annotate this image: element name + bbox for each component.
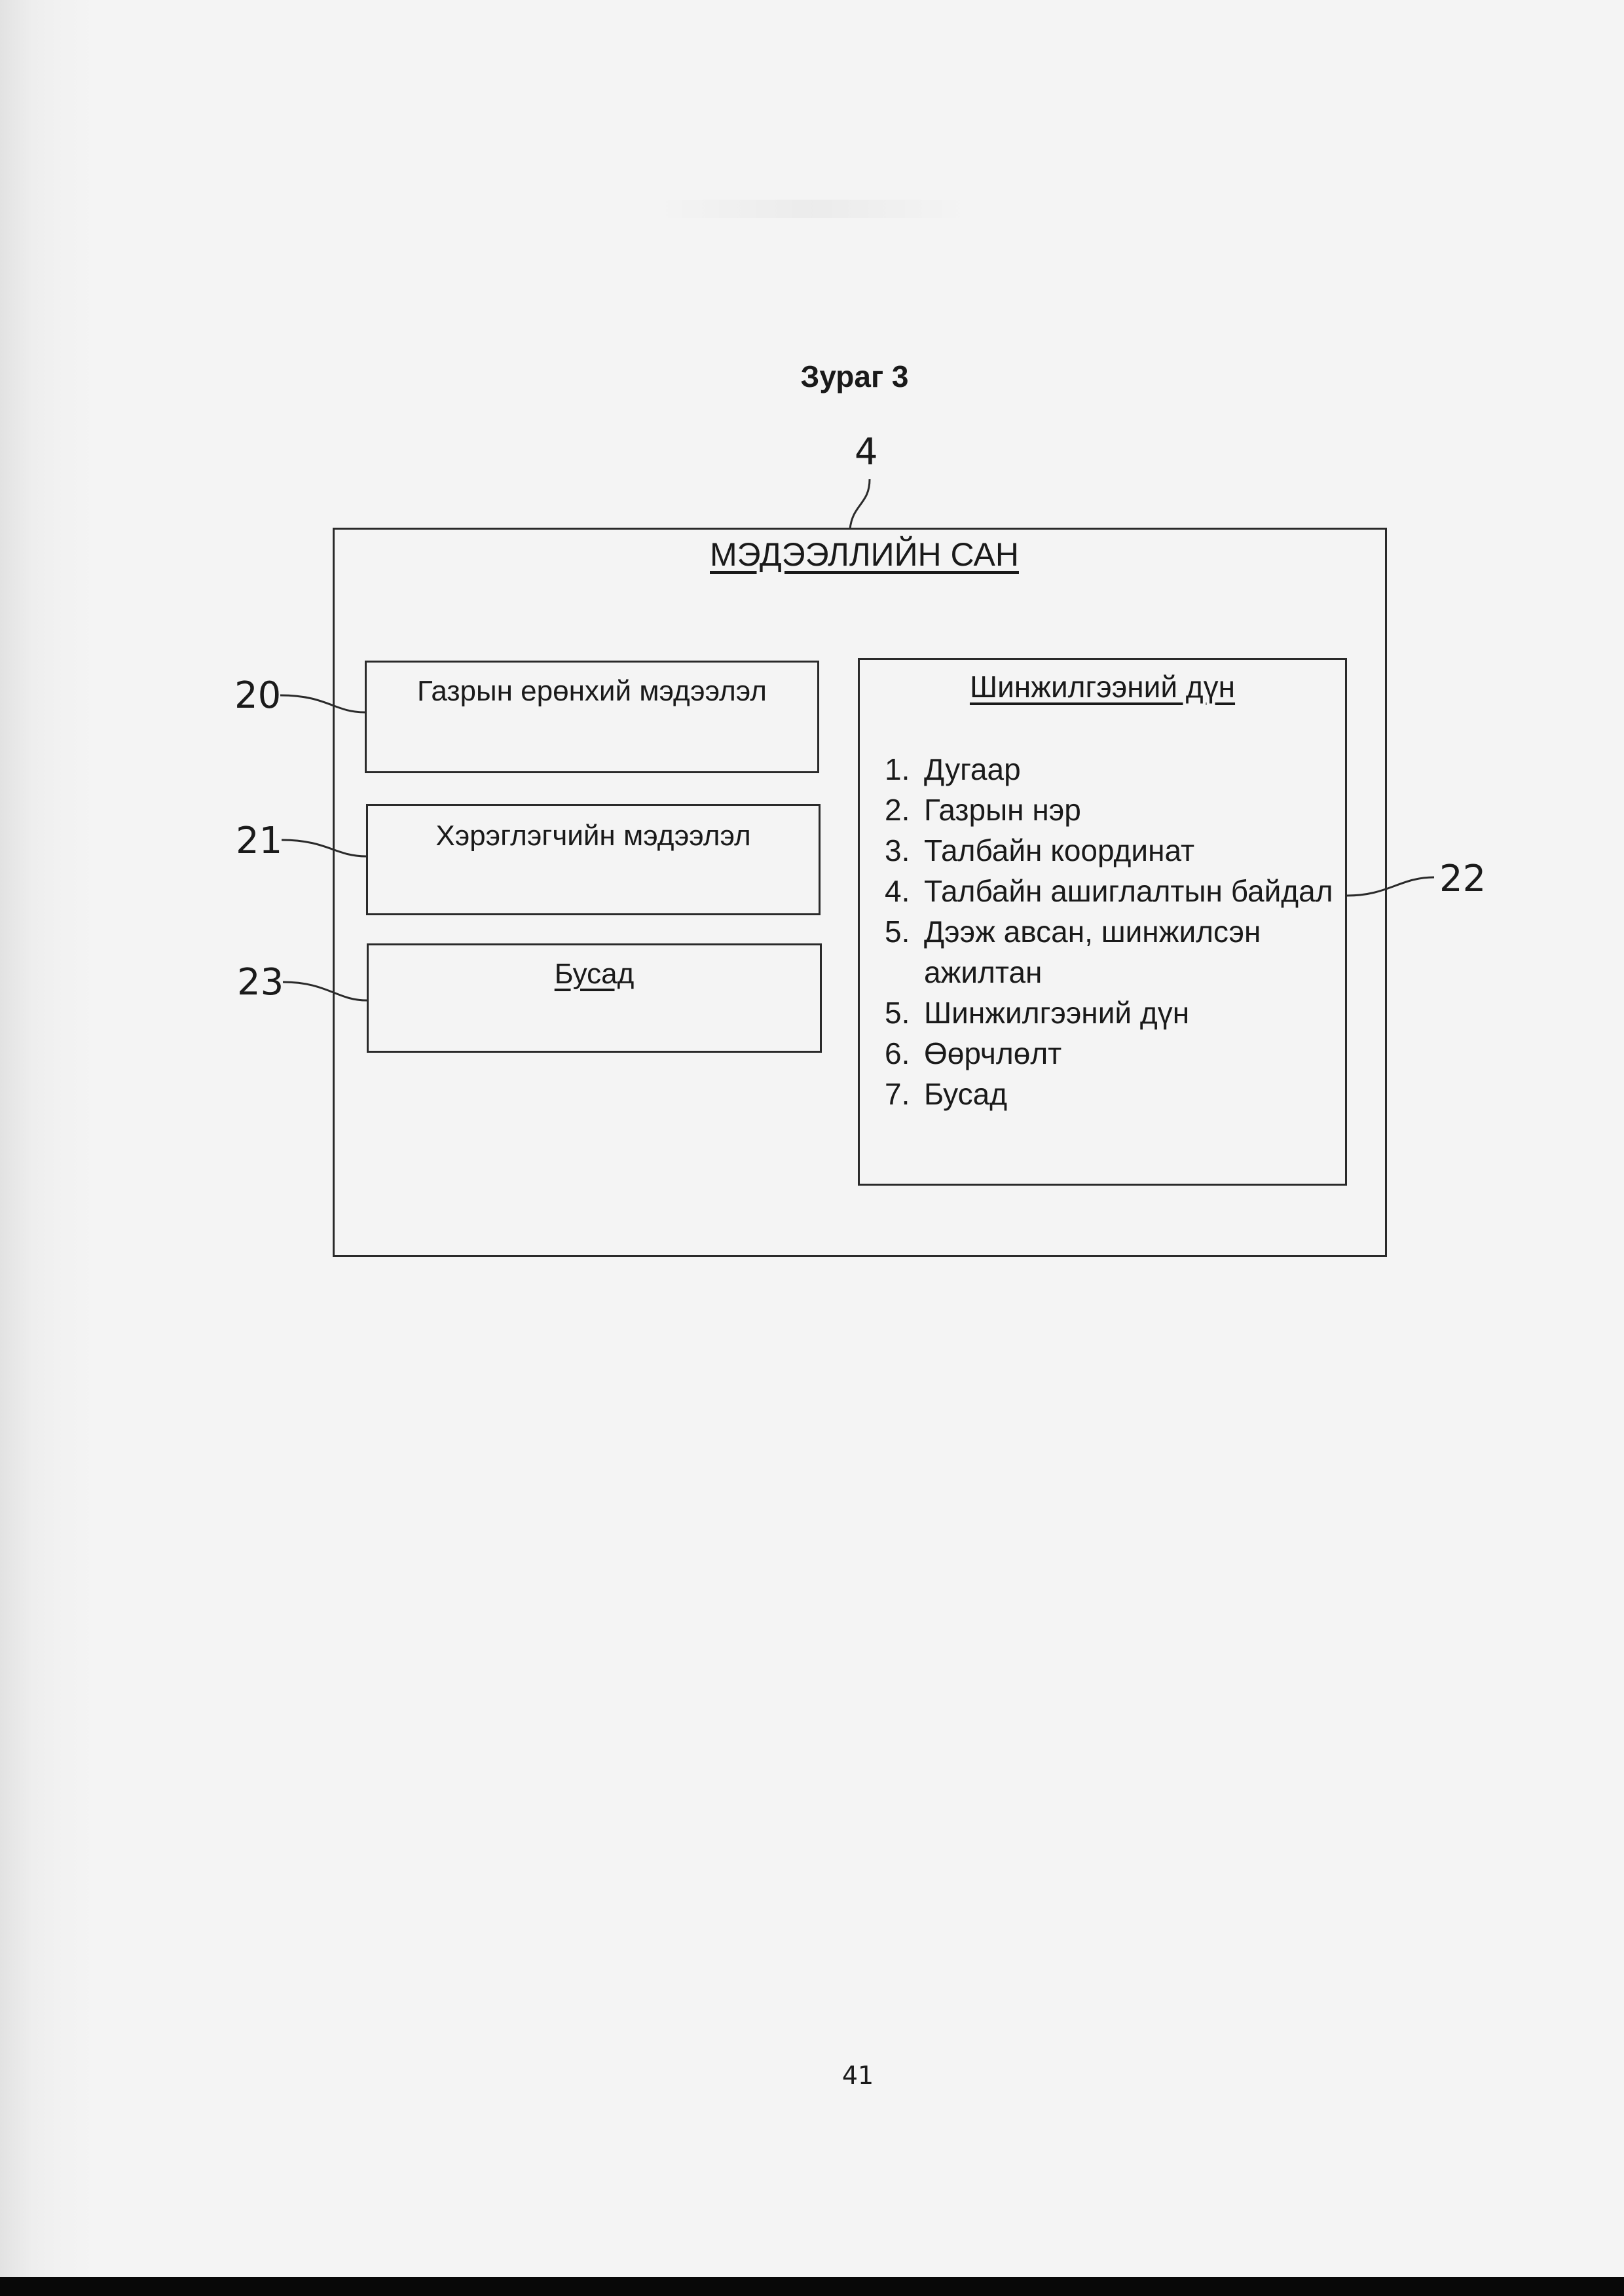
scan-edge-bottom: [0, 2277, 1624, 2296]
list-item-number: 5.: [885, 915, 910, 949]
user-info-text: Хэрэглэгчийн мэдээлэл: [435, 820, 751, 852]
list-item-text: Дээж авсан, шинжилсэн ажилтан: [924, 915, 1261, 989]
list-item-text: Шинжилгээний дүн: [924, 996, 1190, 1030]
list-item-number: 4.: [885, 874, 910, 908]
list-item-number: 3.: [885, 833, 910, 867]
ref-label-20: 20: [234, 674, 282, 717]
ref-label-22: 22: [1439, 858, 1486, 900]
ref-label-4: 4: [855, 431, 878, 473]
figure-title: Зураг 3: [800, 359, 909, 393]
analysis-result-title: Шинжилгээний дүн: [969, 670, 1236, 704]
list-item-number: 1.: [885, 752, 910, 786]
list-item-text: Бусад: [924, 1077, 1008, 1111]
list-item-text: Талбайн координат: [924, 833, 1195, 867]
ref-label-23: 23: [237, 961, 284, 1004]
list-item-number: 2.: [885, 793, 910, 827]
leader-line-4: [850, 479, 870, 529]
ref-label-21: 21: [236, 820, 283, 862]
list-item-number: 6.: [885, 1036, 910, 1070]
other-text: Бусад: [554, 958, 635, 990]
general-info-text: Газрын ерөнхий мэдээлэл: [417, 675, 767, 707]
list-item-text: Дугаар: [924, 752, 1021, 786]
database-title: МЭДЭЭЛЛИЙН САН: [710, 536, 1019, 573]
list-item-number: 5.: [885, 996, 910, 1030]
leader-line-22: [1347, 877, 1434, 896]
leader-line-23: [283, 982, 367, 1000]
leader-line-21: [282, 840, 366, 856]
list-item-number: 7.: [885, 1077, 910, 1111]
page-number: 41: [841, 2061, 874, 2090]
list-item-text: Өөрчлөлт: [924, 1036, 1062, 1070]
list-item-text: Газрын нэр: [924, 793, 1081, 827]
list-item-text: Талбайн ашиглалтын байдал: [924, 874, 1333, 908]
leader-line-20: [280, 695, 365, 712]
